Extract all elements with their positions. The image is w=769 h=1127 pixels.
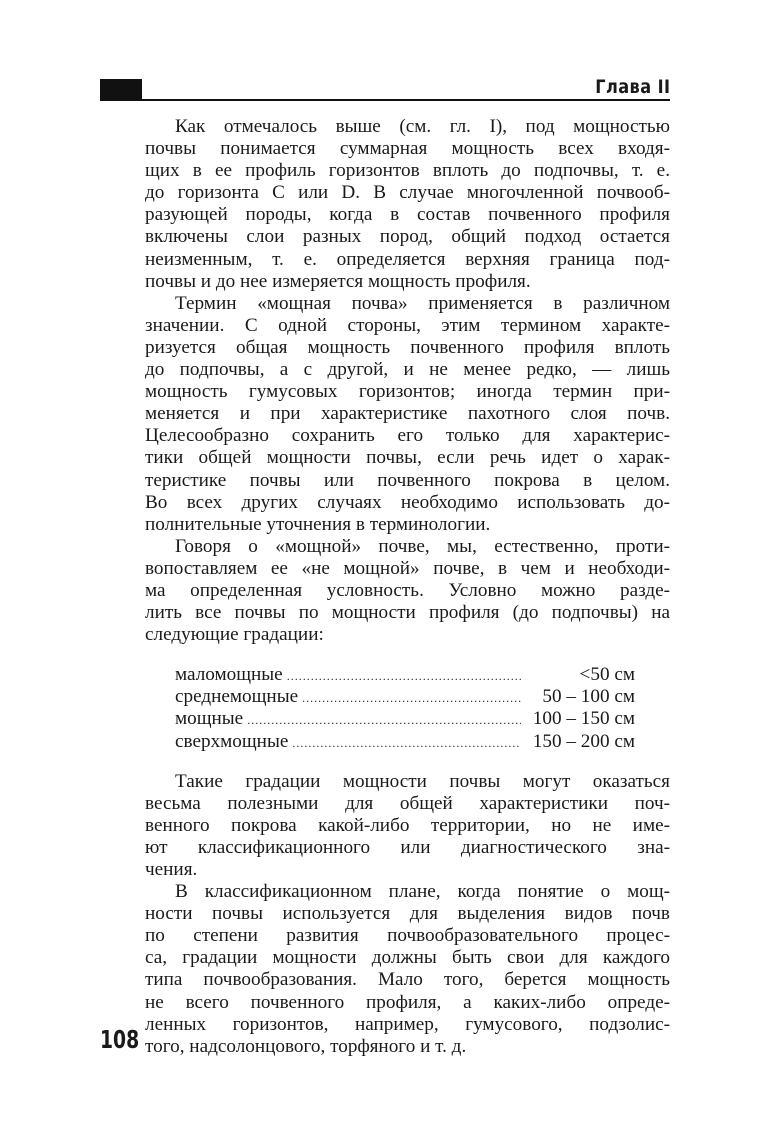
text-line: следующие градации: bbox=[145, 624, 324, 646]
paragraph-5 bbox=[145, 881, 670, 1058]
paragraph-4 bbox=[145, 771, 670, 881]
gradation-name: сверхмощные bbox=[175, 730, 289, 752]
text-line: ма определенная условность. Условно можно разде- bbox=[145, 579, 670, 601]
gradation-row bbox=[175, 664, 635, 686]
text-line: мощность гумусовых горизонтов; иногда термин при- bbox=[145, 381, 670, 403]
gradation-value: 150 – 200 см bbox=[532, 730, 635, 752]
gradation-row bbox=[175, 686, 635, 708]
gradation-name: маломощные bbox=[175, 664, 283, 686]
gradation-value: <50 см bbox=[579, 664, 635, 686]
chapter-title: Глава II bbox=[594, 76, 670, 98]
text-line: до подпочвы, а с другой, и не менее редко, — лишь bbox=[145, 359, 670, 381]
text-line: Термин «мощная почва» применяется в различном bbox=[175, 292, 670, 314]
text-line: значении. С одной стороны, этим термином характе- bbox=[145, 314, 670, 336]
text-line: ности почвы используется для выделения видов почв bbox=[145, 903, 670, 925]
text-line: почвы и до нее измеряется мощность профиля. bbox=[145, 270, 531, 292]
text-line: Говоря о «мощной» почве, мы, естественно, проти- bbox=[175, 535, 670, 557]
dot-leader bbox=[287, 665, 521, 687]
text-line: Такие градации мощности почвы могут оказаться bbox=[175, 770, 670, 792]
text-line: того, надсолонцового, торфяного и т. д. bbox=[145, 1035, 467, 1057]
spacer bbox=[145, 646, 670, 664]
text-line: неизменным, т. е. определяется верхняя граница под- bbox=[145, 248, 670, 270]
text-line: до горизонта С или D. В случае многочленной почвооб- bbox=[145, 182, 670, 204]
text-line: типа почвообразования. Мало того, берется мощность bbox=[145, 969, 670, 991]
text-line: са, градации мощности должны быть свои для каждого bbox=[145, 947, 670, 969]
text-line: полнительные уточнения в терминологии. bbox=[145, 513, 491, 535]
dot-leader bbox=[302, 687, 521, 709]
text-line: разующей породы, когда в состав почвенного профиля bbox=[145, 204, 670, 226]
header-block bbox=[100, 79, 142, 101]
header-rule bbox=[100, 99, 670, 101]
paragraph-3 bbox=[145, 536, 670, 646]
text-line: чения. bbox=[145, 859, 198, 880]
text-line: по степени развития почвообразовательного процес- bbox=[145, 925, 670, 947]
gradation-value: 50 – 100 см bbox=[542, 686, 635, 708]
text-line: весьма полезными для общей характеристики поч- bbox=[145, 792, 670, 814]
gradation-value: 100 – 150 см bbox=[532, 708, 635, 730]
page-number: 108 bbox=[100, 1025, 140, 1054]
text-line: ризуется общая мощность почвенного профиля вплоть bbox=[145, 336, 670, 358]
body-text bbox=[145, 116, 670, 1058]
text-line: венного покрова какой-либо территории, но не име- bbox=[145, 814, 670, 836]
text-line: тики общей мощности почвы, если речь идет о харак- bbox=[145, 447, 670, 469]
spacer bbox=[145, 753, 670, 771]
paragraph-2 bbox=[145, 293, 670, 536]
text-line: ют классификационного или диагностического зна- bbox=[145, 836, 670, 858]
text-line: включены слои разных пород, общий подход остается bbox=[145, 226, 670, 248]
text-line: Как отмечалось выше (см. гл. I), под мощностью bbox=[175, 116, 670, 137]
gradation-name: мощные bbox=[175, 708, 244, 730]
text-line: Во всех других случаях необходимо использовать до- bbox=[145, 491, 670, 513]
gradation-table bbox=[175, 664, 635, 752]
dot-leader bbox=[292, 732, 521, 754]
text-line: ленных горизонтов, например, гумусового, подзолис- bbox=[145, 1013, 670, 1035]
dot-leader bbox=[247, 709, 521, 731]
text-line: теристике почвы или почвенного покрова в целом. bbox=[145, 469, 670, 491]
text-line: щих в ее профиль горизонтов вплоть до подпочвы, т. е. bbox=[145, 160, 670, 182]
paragraph-1 bbox=[145, 116, 670, 293]
text-line: вопоставляем ее «не мощной» почве, в чем и необходи- bbox=[145, 557, 670, 579]
gradation-name: среднемощные bbox=[175, 686, 299, 708]
text-line: не всего почвенного профиля, а каких-либо опреде- bbox=[145, 991, 670, 1013]
gradation-row bbox=[175, 731, 635, 753]
text-line: В классификационном плане, когда понятие о мощ- bbox=[175, 881, 670, 903]
text-line: лить все почвы по мощности профиля (до подпочвы) на bbox=[145, 602, 670, 624]
text-line: почвы понимается суммарная мощность всех входя- bbox=[145, 138, 670, 160]
text-line: Целесообразно сохранить его только для характерис- bbox=[145, 425, 670, 447]
text-line: меняется и при характеристике пахотного слоя почв. bbox=[145, 403, 670, 425]
gradation-row bbox=[175, 708, 635, 730]
